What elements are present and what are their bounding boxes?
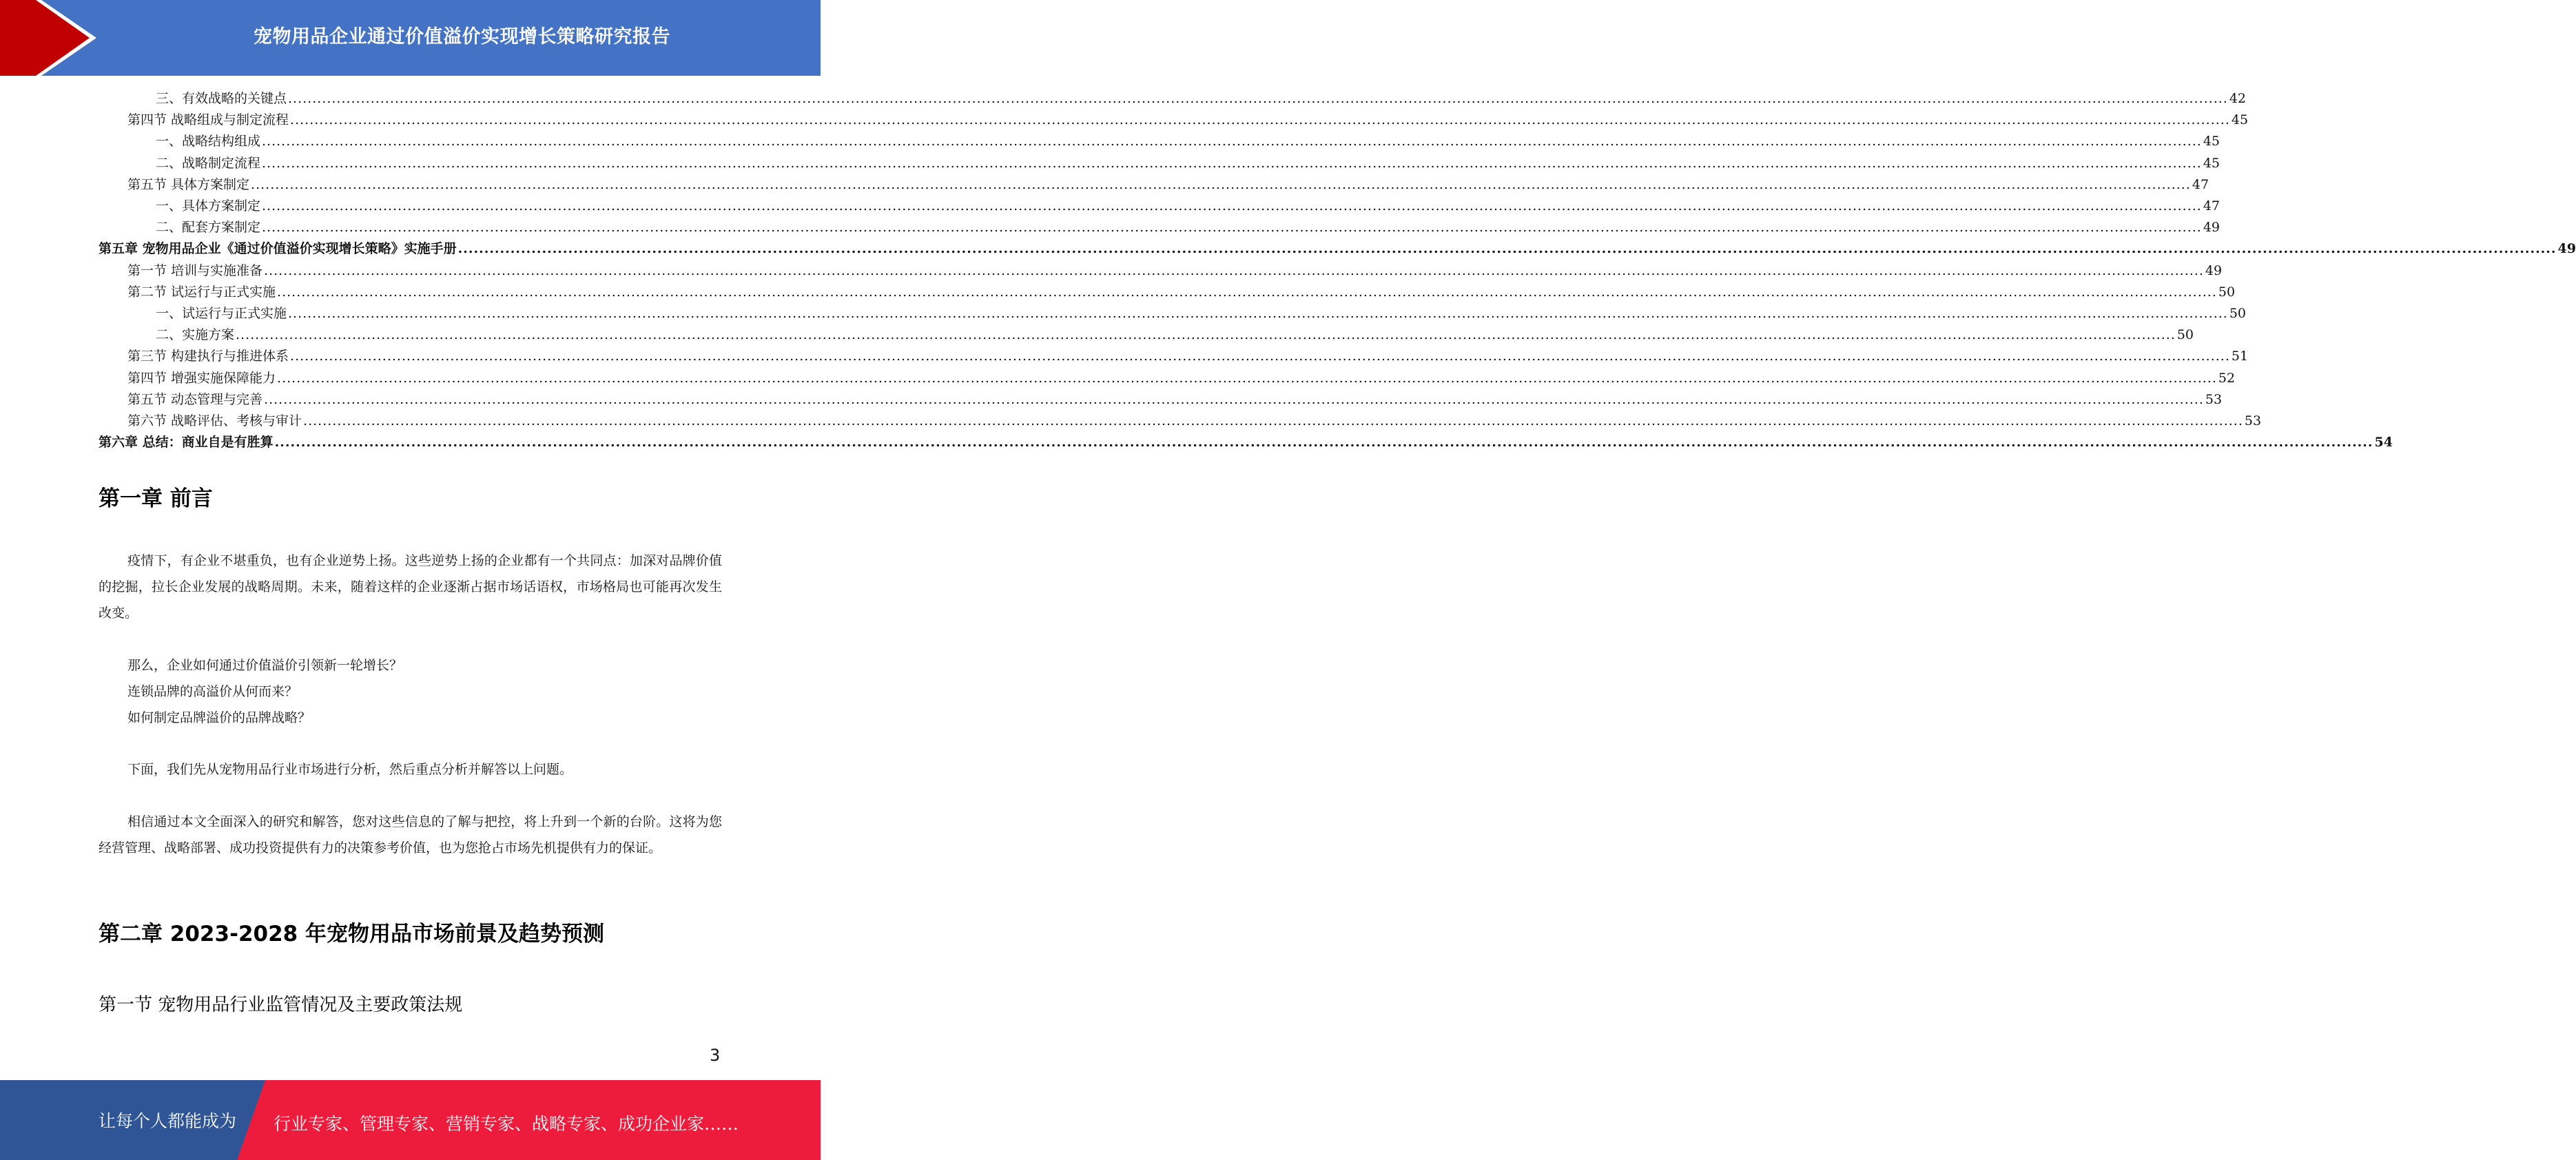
toc-entry-label: 第四节 增强实施保障能力 xyxy=(127,370,276,386)
toc-entry[interactable] xyxy=(127,260,2223,281)
toc-entry-page: 49 xyxy=(2205,262,2223,278)
toc-dot-leader: ................................................................................................................................................................................................................................................................................................................................................................................................................ xyxy=(303,413,2243,428)
toc-entry[interactable] xyxy=(156,303,2247,324)
toc-entry-label: 一、战略结构组成 xyxy=(156,134,261,149)
toc-entry-page: 42 xyxy=(2229,91,2247,106)
toc-entry-label: 第六节 战略评估、考核与审计 xyxy=(127,413,302,428)
report-title: 宠物用品企业通过价值溢价实现增长策略研究报告 xyxy=(254,25,670,48)
toc-dot-leader: ................................................................................................................................................................................................................................................................................................................................................................................................................ xyxy=(236,327,2176,343)
toc-entry-label: 二、实施方案 xyxy=(156,327,235,343)
toc-entry-label: 第二节 试运行与正式实施 xyxy=(127,284,276,300)
toc-entry[interactable] xyxy=(156,153,2220,174)
toc-entry[interactable] xyxy=(127,174,2209,195)
toc-dot-leader: ................................................................................................................................................................................................................................................................................................................................................................................................................ xyxy=(277,370,2217,386)
intro-paragraph: 疫情下，有企业不堪重负，也有企业逆势上扬。这些逆势上扬的企业都有一个共同点：加深对品牌价值的挖掘，拉长企业发展的战略周期。未来，随着这样的企业逐渐占据市场话语权，市场格局也可能再次发生改变。 xyxy=(99,553,722,621)
section-heading: 第一节 宠物用品行业监管情况及主要政策法规 xyxy=(99,995,463,1015)
toc-entry-page: 53 xyxy=(2205,391,2223,407)
toc-entry-page: 49 xyxy=(2557,241,2576,257)
body-paragraph: 下面，我们先从宠物用品行业市场进行分析，然后重点分析并解答以上问题。 xyxy=(127,762,573,777)
toc-entry-label: 第四节 战略组成与制定流程 xyxy=(127,112,289,128)
toc-entry-page: 49 xyxy=(2203,220,2220,236)
toc-dot-leader: ................................................................................................................................................................................................................................................................................................................................................................................................................ xyxy=(264,262,2204,278)
toc-entry[interactable] xyxy=(127,110,2249,130)
toc-entry[interactable] xyxy=(156,196,2220,216)
footer-slogan-left: 让每个人都能成为 xyxy=(99,1111,237,1131)
toc-entry-page: 45 xyxy=(2203,155,2220,171)
toc-entry-label: 第三节 构建执行与推进体系 xyxy=(127,349,289,364)
toc-entry[interactable] xyxy=(156,217,2220,238)
toc-dot-leader: ................................................................................................................................................................................................................................................................................................................................................................................................................ xyxy=(288,91,2228,106)
toc-dot-leader: ................................................................................................................................................................................................................................................................................................................................................................................................................ xyxy=(288,306,2228,321)
toc-entry[interactable] xyxy=(127,411,2262,431)
toc-entry-page: 50 xyxy=(2218,284,2236,300)
toc-dot-leader: ................................................................................................................................................................................................................................................................................................................................................................................................................ xyxy=(262,155,2202,171)
toc-entry-label: 三、有效战略的关键点 xyxy=(156,91,287,106)
chapter-heading: 第二章 2023-2028 年宠物用品市场前景及趋势预测 xyxy=(99,922,605,946)
toc-entry-page: 51 xyxy=(2231,349,2249,364)
toc-entry[interactable] xyxy=(156,324,2194,345)
question-line: 连锁品牌的高溢价从何而来？ xyxy=(127,684,298,699)
toc-entry[interactable] xyxy=(127,368,2236,389)
page-header xyxy=(0,0,821,76)
toc-entry-label: 第五章 宠物用品企业《通过价值溢价实现增长策略》实施手册 xyxy=(99,241,457,257)
toc-entry-page: 45 xyxy=(2231,112,2249,128)
toc-dot-leader: ................................................................................................................................................................................................................................................................................................................................................................................................................ xyxy=(264,391,2204,407)
toc-entry-label: 一、具体方案制定 xyxy=(156,198,261,214)
footer-slogan-right: 行业专家、管理专家、营销专家、战略专家、成功企业家…… xyxy=(274,1114,739,1134)
toc-dot-leader: ................................................................................................................................................................................................................................................................................................................................................................................................................ xyxy=(262,220,2202,236)
page-number: 3 xyxy=(710,1046,721,1065)
toc-entry-page: 47 xyxy=(2203,198,2220,214)
toc-entry-page: 53 xyxy=(2244,413,2262,428)
toc-entry-label: 二、战略制定流程 xyxy=(156,155,261,171)
toc-dot-leader: ................................................................................................................................................................................................................................................................................................................................................................................................................ xyxy=(290,112,2230,128)
header-arrow-decoration xyxy=(0,0,110,76)
toc-entry[interactable] xyxy=(99,238,2576,259)
toc-entry-label: 第一节 培训与实施准备 xyxy=(127,262,263,278)
body-paragraph: 相信通过本文全面深入的研究和解答，您对这些信息的了解与把控，将上升到一个新的台阶。这将为您经营管理、战略部署、成功投资提供有力的决策参考价值，也为您抢占市场先机提供有力的保证。 xyxy=(99,814,722,856)
toc-entry-label: 一、试运行与正式实施 xyxy=(156,306,287,321)
toc-entry-page: 54 xyxy=(2374,435,2393,450)
toc-entry-label: 第五节 具体方案制定 xyxy=(127,176,250,192)
toc-dot-leader: ................................................................................................................................................................................................................................................................................................................................................................................................................ xyxy=(274,435,2373,450)
toc-entry[interactable] xyxy=(127,389,2223,410)
toc-dot-leader: ................................................................................................................................................................................................................................................................................................................................................................................................................ xyxy=(457,241,2557,257)
toc-dot-leader: ................................................................................................................................................................................................................................................................................................................................................................................................................ xyxy=(262,134,2202,149)
toc-entry-page: 47 xyxy=(2192,176,2209,192)
toc-entry[interactable] xyxy=(127,346,2249,366)
toc-entry-label: 第六章 总结：商业自是有胜算 xyxy=(99,435,274,450)
toc-dot-leader: ................................................................................................................................................................................................................................................................................................................................................................................................................ xyxy=(290,349,2230,364)
toc-dot-leader: ................................................................................................................................................................................................................................................................................................................................................................................................................ xyxy=(277,284,2217,300)
toc-entry[interactable] xyxy=(156,131,2220,152)
toc-entry-page: 52 xyxy=(2218,370,2236,386)
question-line: 如何制定品牌溢价的品牌战略？ xyxy=(127,710,311,725)
toc-entry-page: 50 xyxy=(2229,306,2247,321)
toc-entry-label: 二、配套方案制定 xyxy=(156,220,261,236)
toc-entry-label: 第五节 动态管理与完善 xyxy=(127,391,263,407)
toc-entry-page: 45 xyxy=(2203,134,2220,149)
toc-entry[interactable] xyxy=(156,88,2247,109)
toc-entry[interactable] xyxy=(99,432,2393,453)
toc-dot-leader: ................................................................................................................................................................................................................................................................................................................................................................................................................ xyxy=(262,198,2202,214)
toc-dot-leader: ................................................................................................................................................................................................................................................................................................................................................................................................................ xyxy=(251,176,2191,192)
question-line: 那么，企业如何通过价值溢价引领新一轮增长？ xyxy=(127,658,403,673)
toc-entry-page: 50 xyxy=(2176,327,2194,343)
toc-entry[interactable] xyxy=(127,282,2236,302)
chapter-heading: 第一章 前言 xyxy=(99,486,213,511)
